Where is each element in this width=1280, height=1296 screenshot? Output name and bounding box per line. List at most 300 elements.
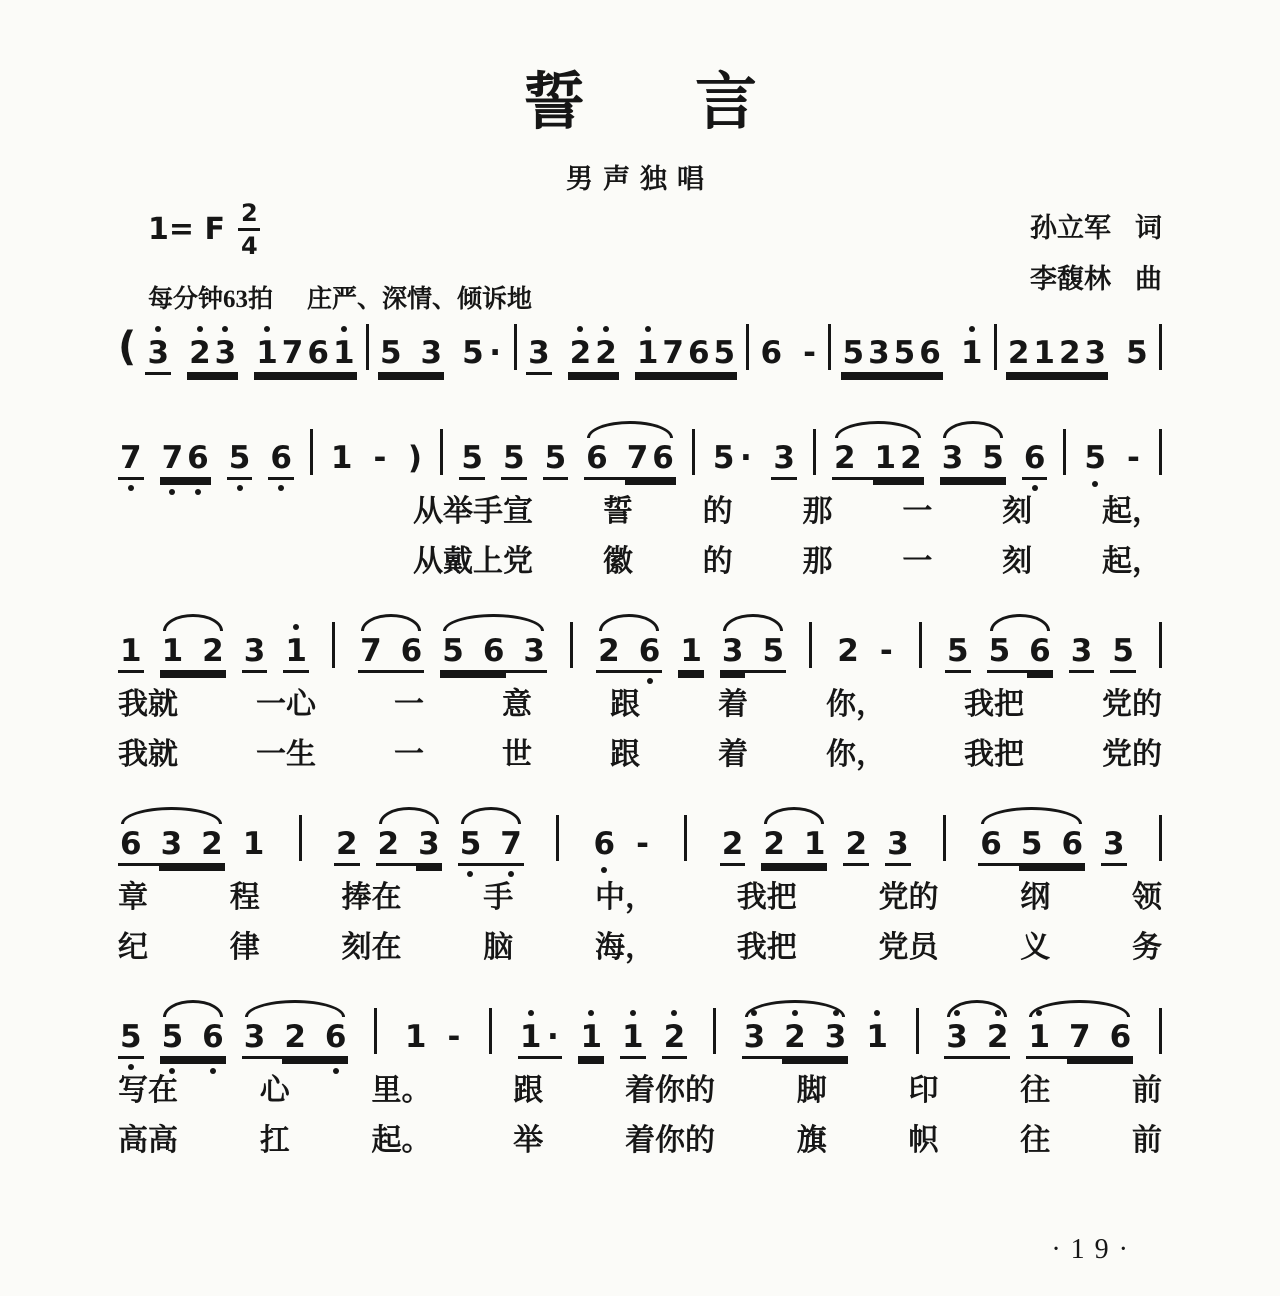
- lyric-syllable: 我就: [118, 738, 178, 771]
- slur-arc: [1029, 1000, 1130, 1017]
- note: 6: [118, 827, 144, 866]
- note-group: [1026, 1000, 1133, 1059]
- beam-space: [965, 441, 980, 480]
- note-group: [959, 316, 985, 372]
- beam-space: [745, 634, 760, 673]
- lyric-syllable: 海，: [595, 931, 655, 964]
- note: 7: [118, 441, 144, 480]
- note-group: [440, 614, 547, 673]
- note: -: [803, 335, 817, 371]
- note-group: [771, 421, 797, 480]
- system-4: [118, 807, 1162, 966]
- lyric-syllable: 脑: [483, 931, 514, 964]
- lyric-syllable: 我把: [964, 688, 1024, 721]
- barline: [943, 815, 946, 861]
- barline: [692, 429, 695, 475]
- slur-arc: [163, 1000, 223, 1017]
- beam-space: [401, 827, 416, 866]
- barline: [1159, 622, 1162, 668]
- barline: [746, 324, 749, 370]
- beam-space: [1052, 1020, 1067, 1059]
- note: -: [636, 826, 650, 862]
- note-group: [118, 1000, 144, 1059]
- lyric-syllable: 律: [229, 931, 260, 964]
- beam-space: [267, 1020, 282, 1059]
- time-signature-numerator: 2: [240, 199, 258, 227]
- note: 2: [720, 827, 746, 866]
- note-group: [370, 421, 389, 477]
- note: 6: [637, 634, 663, 673]
- lyric-syllable: 纲: [1020, 881, 1051, 914]
- note: -: [447, 1019, 461, 1055]
- title-row: [118, 52, 1162, 141]
- note: 5: [760, 634, 786, 673]
- note: 6: [760, 335, 783, 371]
- lyric-syllable: 我把: [736, 881, 797, 914]
- lyric-syllable: 章: [118, 881, 148, 914]
- lyric-syllable: 起，: [1101, 545, 1162, 578]
- note: 2: [1006, 336, 1032, 375]
- note-group: [633, 807, 652, 863]
- lyric-syllable: 党的: [1102, 688, 1162, 721]
- note-group: [501, 421, 527, 480]
- note: 2: [596, 634, 622, 673]
- note-group: [378, 316, 444, 375]
- note-group: [160, 421, 211, 480]
- lyric-syllable: 脚: [796, 1074, 827, 1107]
- measure-2: [378, 316, 505, 375]
- note: 2: [376, 827, 402, 866]
- note: 6: [978, 827, 1004, 866]
- measure-3: [596, 614, 786, 673]
- lyrics-verse-1: [118, 880, 1162, 916]
- measure-5: [978, 807, 1126, 866]
- beam-space: [506, 634, 521, 673]
- lyric-syllable: 前: [1132, 1124, 1162, 1157]
- note: 3: [866, 336, 892, 375]
- beam-space: [466, 634, 481, 673]
- note-group: [635, 316, 737, 375]
- note-group: [227, 421, 253, 480]
- lyric-syllable: 党员: [878, 931, 939, 964]
- lyric-syllable: 一: [394, 688, 424, 721]
- lyricist-credit: [1030, 206, 1162, 245]
- barline: [374, 1008, 377, 1054]
- lyric-syllable: 中，: [595, 881, 655, 914]
- note: 1: [635, 336, 661, 375]
- note-group: [944, 1000, 1010, 1059]
- note: 7: [280, 336, 306, 375]
- note: 7: [160, 441, 186, 480]
- measure-2: [329, 421, 425, 477]
- note: 3: [159, 827, 185, 866]
- note-group: [459, 421, 485, 480]
- lyric-syllable: 刻: [1002, 545, 1033, 578]
- note: 3: [944, 1020, 970, 1059]
- note: 7: [660, 336, 686, 375]
- note: 6: [917, 336, 943, 375]
- note-group: [987, 614, 1053, 673]
- lyric-syllable: 里。: [371, 1074, 432, 1107]
- lyric-syllable: 一: [902, 495, 933, 528]
- note: 3: [742, 1020, 768, 1059]
- lyric-syllable: 从举手宣: [413, 495, 533, 528]
- note-group: [358, 614, 424, 673]
- note: 5: [841, 336, 867, 375]
- note: 2: [898, 441, 924, 480]
- note: 1: [404, 1019, 427, 1055]
- note: 5: [712, 336, 738, 375]
- barline: [916, 1008, 919, 1054]
- note: 6: [650, 441, 676, 480]
- note: -: [879, 633, 893, 669]
- note: 5: [458, 827, 484, 866]
- barline: [1063, 429, 1066, 475]
- note-group: [187, 316, 238, 375]
- note-group: [405, 421, 424, 477]
- note: 5: [378, 336, 404, 375]
- note: 3: [885, 827, 911, 866]
- note-group: [283, 614, 309, 673]
- barline: [570, 622, 573, 668]
- notes-row: [118, 807, 1162, 866]
- note: 5: [118, 1020, 144, 1059]
- time-signature-denominator: 4: [240, 232, 258, 260]
- lyric-syllable: 我把: [736, 931, 797, 964]
- note: 6: [185, 441, 211, 480]
- note: 5: [160, 1020, 186, 1059]
- composer-role: 曲: [1135, 264, 1162, 294]
- lyrics-verse-2: [118, 737, 1162, 773]
- lyric-syllable: 旗: [796, 1124, 827, 1157]
- slur-arc: [835, 421, 921, 438]
- time-signature: [237, 198, 262, 261]
- system-5: [118, 1000, 1162, 1159]
- note-group: [518, 1000, 563, 1059]
- note: 5: [227, 441, 253, 480]
- note-group: [800, 316, 819, 372]
- beam-space: [144, 827, 159, 866]
- lyric-syllable: 扛: [259, 1124, 290, 1157]
- notes-row: [118, 421, 1162, 480]
- barline: [813, 429, 816, 475]
- note-group: [543, 421, 569, 480]
- slur-arc: [379, 807, 439, 824]
- note-group: [885, 807, 911, 866]
- note-group: [678, 614, 704, 673]
- lyric-syllable: 心: [259, 1074, 290, 1107]
- note-group: [1069, 614, 1095, 673]
- barline: [1159, 324, 1162, 370]
- lyric-syllable: 手: [483, 881, 514, 914]
- note-group: [458, 807, 524, 866]
- note: 5: [987, 634, 1013, 673]
- barline: [919, 622, 922, 668]
- note: 1: [678, 634, 704, 673]
- slur-arc: [723, 614, 783, 631]
- slur-arc: [764, 807, 824, 824]
- measure-3: [526, 316, 737, 375]
- lyric-syllable: 务: [1132, 931, 1162, 964]
- key-signature: 1= F: [148, 212, 225, 247]
- note: 6: [584, 441, 610, 480]
- barline: [310, 429, 313, 475]
- note: ): [407, 440, 423, 476]
- note: 5: [1110, 634, 1136, 673]
- note: 1: [620, 1020, 646, 1059]
- lyric-syllable: 高高: [118, 1124, 178, 1157]
- note: 3: [213, 336, 239, 375]
- measure-5: [945, 614, 1136, 673]
- barline: [440, 429, 443, 475]
- barline: [713, 1008, 716, 1054]
- lyric-syllable: 你，: [826, 738, 886, 771]
- note: 2: [782, 1020, 808, 1059]
- note: 2: [843, 827, 869, 866]
- note: 1: [873, 441, 899, 480]
- measure-2: [403, 1000, 464, 1056]
- beam-space: [184, 827, 199, 866]
- measure-4: [711, 421, 797, 480]
- measure-2: [334, 807, 524, 866]
- note-group: [832, 421, 924, 480]
- lyric-syllable: 起，: [1101, 495, 1162, 528]
- note: ·: [489, 335, 502, 371]
- slur-arc: [121, 807, 222, 824]
- note: 6: [481, 634, 507, 673]
- lyric-syllable: 党的: [1102, 738, 1162, 771]
- lyrics-verse-2: [413, 544, 1162, 580]
- note: 2: [187, 336, 213, 375]
- barline: [556, 815, 559, 861]
- tempo-row: [148, 279, 532, 315]
- system-3: [118, 614, 1162, 773]
- note-group: [376, 807, 442, 866]
- barline: [514, 324, 517, 370]
- beam-space: [1012, 634, 1027, 673]
- notes-row: [118, 316, 1162, 375]
- lyric-syllable: 起。: [371, 1124, 432, 1157]
- note-group: [403, 1000, 429, 1056]
- note: 7: [1067, 1020, 1093, 1059]
- slur-arc: [587, 421, 673, 438]
- measure-6: [1082, 421, 1143, 477]
- measure-3: [592, 807, 653, 863]
- open-paren: (: [118, 324, 137, 370]
- lyric-syllable: 印: [908, 1074, 939, 1107]
- note-group: [835, 614, 861, 670]
- note: ·: [740, 440, 752, 476]
- note-group: [1101, 807, 1127, 866]
- barline: [994, 324, 997, 370]
- lyric-syllable: 刻: [1002, 495, 1033, 528]
- note: 1: [802, 827, 828, 866]
- measure-1: [118, 614, 309, 673]
- lyrics-verse-2: [118, 1123, 1162, 1159]
- note: 3: [1101, 827, 1127, 866]
- meta-left: [148, 198, 532, 315]
- system-1: [118, 316, 1162, 375]
- note: 2: [662, 1020, 688, 1059]
- note-group: [1124, 421, 1143, 477]
- note-group: [592, 807, 618, 863]
- lyric-syllable: 我就: [118, 688, 178, 721]
- slur-arc: [990, 614, 1050, 631]
- barline: [332, 622, 335, 668]
- slur-arc: [943, 421, 1003, 438]
- note: 3: [242, 634, 268, 673]
- lyric-syllable: 着: [718, 688, 748, 721]
- note: 5: [462, 335, 484, 371]
- note: 3: [1083, 336, 1109, 375]
- note: 1: [866, 1019, 888, 1055]
- system-2: [118, 421, 1162, 580]
- lyric-syllable: 往: [1020, 1074, 1051, 1107]
- note-group: [160, 614, 226, 673]
- note-group: [596, 614, 662, 673]
- beam-space: [308, 1020, 323, 1059]
- lyric-syllable: 从戴上党: [413, 545, 533, 578]
- barline: [809, 622, 812, 668]
- note: 3: [823, 1020, 849, 1059]
- measure-3: [518, 1000, 687, 1059]
- note: 7: [498, 827, 524, 866]
- note: 6: [200, 1020, 226, 1059]
- note: 6: [399, 634, 425, 673]
- note: 3: [521, 634, 547, 673]
- lyric-syllable: 一生: [256, 738, 316, 771]
- barline: [684, 815, 687, 861]
- note-group: [329, 421, 355, 477]
- note: 5: [501, 441, 527, 480]
- note: 1: [283, 634, 309, 673]
- beam-space: [1044, 827, 1059, 866]
- note: -: [1127, 440, 1140, 476]
- lyrics-verse-2: [118, 930, 1162, 966]
- note: 3: [1069, 634, 1095, 673]
- composer-credit: [1030, 257, 1162, 296]
- barline: [1159, 1008, 1162, 1054]
- note: 6: [1027, 634, 1053, 673]
- note-group: [843, 807, 869, 866]
- measure-2: [358, 614, 547, 673]
- note: 5: [1126, 335, 1148, 371]
- beam-space: [185, 634, 200, 673]
- note-group: [242, 614, 268, 673]
- lyric-syllable: 往: [1020, 1124, 1051, 1157]
- note-group: [662, 1000, 688, 1059]
- note: 7: [358, 634, 384, 673]
- note-group: [160, 1000, 226, 1059]
- note: 2: [199, 827, 225, 866]
- note: 5: [980, 441, 1006, 480]
- note: 2: [832, 441, 858, 480]
- lyric-syllable: 的: [702, 495, 733, 528]
- measure-1: [145, 316, 356, 375]
- lyric-syllable: 帜: [908, 1124, 939, 1157]
- note: 5: [1019, 827, 1045, 866]
- note-group: [254, 316, 356, 375]
- note: 1: [518, 1020, 544, 1059]
- note-group: [242, 1000, 349, 1059]
- note-group: [1082, 421, 1108, 477]
- note-group: [118, 807, 225, 866]
- lyric-syllable: 一心: [256, 688, 316, 721]
- note-group: [568, 316, 619, 375]
- note: 6: [1022, 441, 1048, 480]
- note: 2: [568, 336, 594, 375]
- note: 5: [945, 634, 971, 673]
- note-group: [720, 807, 746, 866]
- note: 6: [305, 336, 331, 375]
- slur-arc: [245, 1000, 346, 1017]
- note: -: [373, 440, 387, 476]
- note: 6: [1108, 1020, 1134, 1059]
- lyric-syllable: 我把: [964, 738, 1024, 771]
- expression-marking: 庄严、深情、倾诉地: [307, 286, 533, 313]
- beam-space: [767, 1020, 782, 1059]
- note-group: [1022, 421, 1048, 480]
- note-group: [864, 1000, 890, 1056]
- lyricist-role: 词: [1135, 213, 1162, 243]
- slur-arc: [443, 614, 544, 631]
- note: 1: [331, 336, 357, 375]
- lyrics-verse-1: [118, 1073, 1162, 1109]
- beam-space: [384, 634, 399, 673]
- note-group: [978, 807, 1085, 866]
- note: 6: [593, 826, 616, 862]
- note-group: [1124, 316, 1150, 372]
- beam-space: [404, 336, 419, 375]
- note: ·: [543, 1020, 562, 1059]
- lyric-syllable: 意: [502, 688, 532, 721]
- note: 7: [625, 441, 651, 480]
- note-group: [334, 807, 360, 866]
- note-group: [940, 421, 1006, 480]
- barline: [299, 815, 302, 861]
- note: 1: [254, 336, 280, 375]
- beam-space: [610, 441, 625, 480]
- note: 1: [242, 826, 265, 862]
- measure-4: [720, 807, 911, 866]
- lyric-syllable: 着你的: [625, 1074, 715, 1107]
- barline: [1159, 429, 1162, 475]
- measure-5: [944, 1000, 1133, 1059]
- slur-arc: [163, 614, 223, 631]
- barline: [828, 324, 831, 370]
- measure-4: [835, 614, 896, 670]
- measure-1: [118, 1000, 348, 1059]
- page-number: ·19·: [1051, 1234, 1138, 1265]
- beam-space: [808, 1020, 823, 1059]
- note: 1: [960, 335, 983, 371]
- measure-1: [118, 807, 266, 866]
- measure-5: [832, 421, 1047, 480]
- note-group: [526, 316, 552, 375]
- note-group: [841, 316, 943, 375]
- key-signature-row: [148, 198, 532, 261]
- note-group: [584, 421, 676, 480]
- note: 3: [526, 336, 552, 375]
- note-group: [241, 807, 267, 863]
- song-title: 誓言: [522, 69, 867, 137]
- note: 2: [837, 633, 859, 669]
- barline: [366, 324, 369, 370]
- lyric-syllable: 着你的: [625, 1124, 715, 1157]
- lyric-syllable: 纪: [118, 931, 148, 964]
- note: 6: [268, 441, 294, 480]
- note: 2: [282, 1020, 308, 1059]
